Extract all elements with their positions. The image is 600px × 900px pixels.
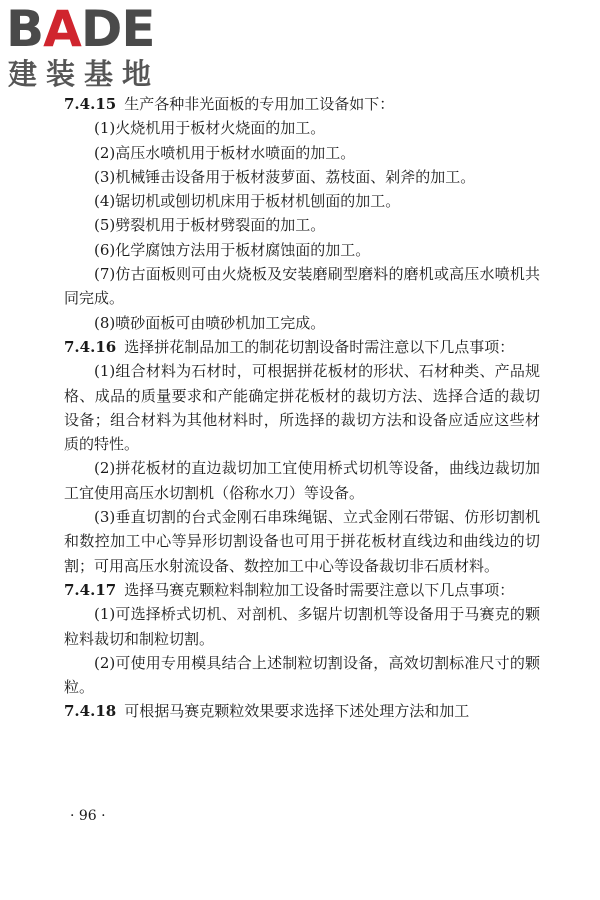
document-body	[64, 92, 540, 724]
clause-title: 选择马赛克颗粒料制粒加工设备时需要注意以下几点事项：	[124, 580, 515, 599]
list-item: (3)机械锤击设备用于板材菠萝面、荔枝面、剁斧的加工。	[94, 167, 476, 186]
list-item: (6)化学腐蚀方法用于板材腐蚀面的加工。	[94, 240, 371, 259]
list-item: (1)可选择桥式切机、对剖机、多锯片切割机等设备用于马赛克的颗粒料裁切和制粒切割。	[64, 605, 540, 648]
clause-number: 7.4.17	[64, 580, 117, 599]
bade-logo	[6, 2, 176, 92]
clause-number: 7.4.18	[64, 702, 117, 721]
clause-title: 生产各种非光面板的专用加工设备如下：	[124, 95, 395, 113]
logo-wordmark	[6, 2, 176, 56]
clause-title: 可根据马赛克颗粒效果要求选择下述处理方法和加工	[124, 702, 470, 721]
clause-heading	[64, 699, 540, 723]
clause-heading	[64, 335, 540, 359]
logo-letter-a: A	[43, 0, 81, 58]
clause-number: 7.4.16	[64, 337, 117, 356]
page-number: · 96 ·	[70, 808, 106, 824]
list-item: (3)垂直切割的台式金刚石串珠绳锯、立式金刚石带锯、仿形切割机和数控加工中心等异形切割设备也可用于拼花板材直线边和曲线边的切割；可用高压水射流设备、数控加工中心等设备裁切非石质材料。	[64, 508, 540, 575]
list-item: (2)拼花板材的直边裁切加工宜使用桥式切机等设备，曲线边裁切加工宜使用高压水切割机（俗称水刀）等设备。	[64, 459, 540, 502]
clause-title: 选择拼花制品加工的制花切割设备时需注意以下几点事项：	[124, 337, 515, 356]
list-item: (2)可使用专用模具结合上述制粒切割设备，高效切割标准尺寸的颗粒。	[64, 653, 540, 697]
list-item: (2)高压水喷机用于板材水喷面的加工。	[94, 143, 356, 162]
list-item: (1)组合材料为石材时，可根据拼花板材的形状、石材种类、产品规格、成品的质量要求和产能确定拼花板材的裁切方法、选择合适的裁切设备；组合材料为其他材料时，所选择的裁切方法和设备应适应这些材质的特性。	[64, 362, 540, 454]
logo-letters-de: DE	[80, 0, 155, 58]
logo-letter-b: B	[6, 0, 44, 58]
list-item: (1)火烧机用于板材火烧面的加工。	[94, 119, 326, 138]
clause-number: 7.4.15	[64, 95, 117, 113]
clause-heading	[64, 92, 540, 116]
list-item: (8)喷砂面板可由喷砂机加工完成。	[94, 313, 326, 332]
list-item: (4)锯切机或刨切机床用于板材机刨面的加工。	[94, 192, 401, 211]
logo-subtitle: 建装基地	[8, 57, 161, 91]
list-item: (5)劈裂机用于板材劈裂面的加工。	[94, 216, 326, 235]
clause-heading	[64, 578, 540, 602]
list-item: (7)仿古面板则可由火烧板及安装磨刷型磨料的磨机或高压水喷机共同完成。	[64, 265, 540, 308]
